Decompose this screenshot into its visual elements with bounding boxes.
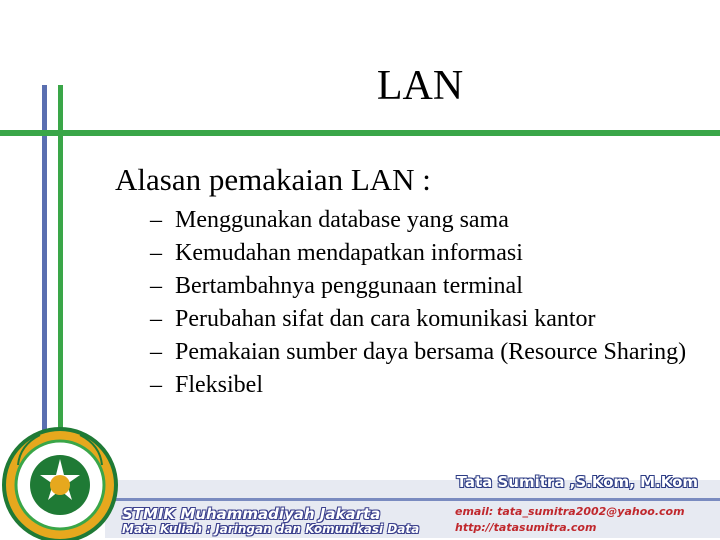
bullet-text: Bertambahnya penggunaan terminal xyxy=(175,273,523,299)
bullet-item xyxy=(150,370,690,400)
footer-institution: STMIK Muhammadiyah Jakarta xyxy=(122,505,381,523)
footer-author: Tata Sumitra ,S.Kom, M.Kom xyxy=(456,473,698,491)
bullet-text: Kemudahan mendapatkan informasi xyxy=(175,240,523,266)
footer-website: http://tatasumitra.com xyxy=(455,521,597,534)
slide-heading: Alasan pemakaian LAN : xyxy=(115,162,431,197)
bullet-marker: – xyxy=(150,240,162,266)
decorative-horizontal-line xyxy=(0,130,720,136)
bullet-text: Menggunakan database yang sama xyxy=(175,207,509,233)
bullet-marker: – xyxy=(150,306,162,332)
footer-course: Mata Kuliah : Jaringan dan Komunikasi Data xyxy=(122,522,420,536)
bullet-marker: – xyxy=(150,339,162,365)
footer-email: email: tata_sumitra2002@yahoo.com xyxy=(455,505,685,518)
bullet-item xyxy=(150,238,690,268)
bullet-item xyxy=(150,271,690,301)
bullet-item xyxy=(150,205,690,235)
bullet-item xyxy=(150,304,690,334)
bullet-list xyxy=(150,202,690,400)
muhammadiyah-seal-icon xyxy=(0,405,125,540)
slide-title: LAN xyxy=(376,63,464,109)
bullet-marker: – xyxy=(150,207,162,233)
bullet-text: Fleksibel xyxy=(175,372,263,398)
bullet-marker: – xyxy=(150,273,162,299)
bullet-text: Perubahan sifat dan cara komunikasi kantor xyxy=(175,306,596,332)
bullet-marker: – xyxy=(150,372,162,398)
footer-divider xyxy=(105,498,720,501)
bullet-item xyxy=(150,337,690,367)
bullet-text: Pemakaian sumber daya bersama (Resource Sharing) xyxy=(175,339,687,365)
